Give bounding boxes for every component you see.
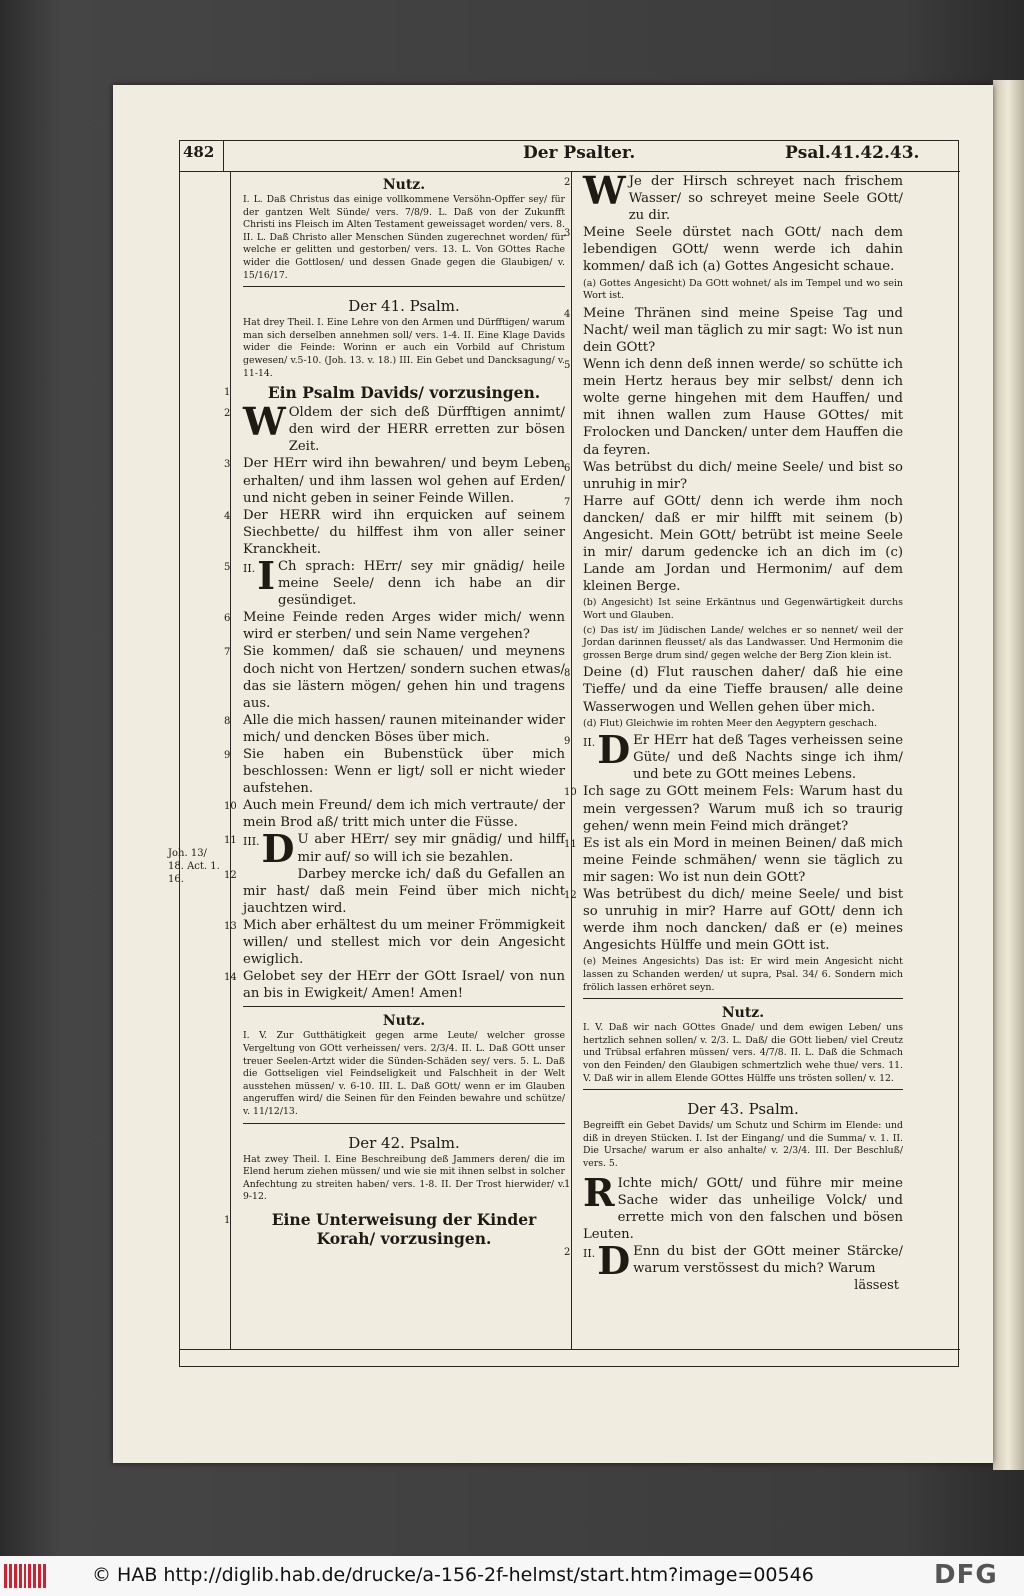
part-marker: II.	[583, 1246, 596, 1260]
verse-text: Es ist als ein Mord in meinen Beinen/ daß mich meine Feinde schmähen/ wenn sie täglich zu mir sagen: Wo ist nun dein GOtt?	[583, 835, 903, 885]
verse-7	[224, 643, 565, 711]
book-spine	[993, 80, 1024, 1470]
verse-number: 4	[224, 510, 231, 522]
footer-bar	[0, 1556, 1024, 1596]
verse-12	[224, 866, 565, 917]
running-reference: Psal.41.42.43.	[785, 143, 920, 163]
verse-number: 8	[224, 715, 231, 727]
psalm-42-summary: Hat zwey Theil. I. Eine Beschreibung deß Jammers deren/ die im Elend herum ziehen müssen/ und wie sie mit ihnen selbst in solcher Anfechtung zu streiten haben/ vers. 1-8. II. Der Trost hierwider/ v. 9-12.	[243, 1153, 565, 1203]
verse-number: 7	[564, 496, 571, 508]
part-marker: II.	[583, 736, 596, 750]
verse-number: 1	[224, 1214, 231, 1226]
drop-capital: W	[243, 399, 286, 445]
verse-text: Meine Feinde reden Arges wider mich/ wenn wird er sterben/ und sein Name vergehen?	[243, 610, 565, 643]
section-rule	[243, 286, 565, 287]
bottom-rule	[179, 1349, 960, 1350]
footnote: (e) Meines Angesichts) Das ist: Er wird mein Angesicht nicht lassen zu Schanden werden/ ut supra, Psal. 34/ 6. Sondern mich frölich lassen erhöret seyn.	[583, 956, 903, 993]
verse-number: 10	[564, 787, 577, 799]
verse-text: Der HErr wird ihn bewahren/ und beym Leben erhalten/ und ihm lassen wol gehen auf Erden/ und nicht geben in seiner Feinde Willen.	[243, 456, 565, 506]
verse-number: 12	[224, 869, 237, 881]
verse-number: 2	[564, 177, 571, 188]
verse-5	[564, 356, 903, 459]
hab-logo-icon	[4, 1564, 46, 1588]
verse-5	[224, 552, 565, 609]
footnote: (d) Flut) Gleichwie im rohten Meer den Aegyptern geschach.	[583, 717, 878, 729]
verse-9	[564, 727, 903, 783]
source-link[interactable]: © HAB http://diglib.hab.de/drucke/a-156-2f-helmst/start.htm?image=00546	[92, 1564, 814, 1586]
verse-number: 10	[224, 801, 237, 813]
column-rule	[571, 172, 572, 1349]
part-marker: III.	[243, 835, 260, 849]
verse-3	[564, 224, 903, 275]
verse-text: Ch sprach: HErr/ sey mir gnädig/ heile meine Seele/ denn ich habe an dir gesündiget.	[277, 558, 565, 609]
drop-capital: W	[583, 168, 626, 213]
section-rule	[243, 1006, 565, 1007]
verse-12	[564, 886, 903, 954]
verse-text: Sie kommen/ daß sie schauen/ und meynens doch nicht von Hertzen/ sondern suchen etwas/ das sie lästern mögen/ gehen hin und tragens aus.	[243, 644, 565, 711]
verse-text: Meine Seele dürstet nach GOtt/ nach dem lebendigen GOtt/ wenn werde ich dahin kommen/ daß ich (a) Gottes Angesicht schaue.	[583, 225, 903, 275]
right-column	[564, 168, 903, 1294]
verse-list	[564, 168, 903, 276]
verse-6	[564, 459, 903, 493]
verse-number: 3	[224, 459, 231, 471]
verse-number: 2	[564, 1246, 571, 1258]
nutz-heading: Nutz.	[382, 177, 426, 193]
verse-text: Er HErr hat deß Tages verheissen seine Güte/ und deß Nachts singe ich ihm/ und bete zu GOtt meines Lebens.	[633, 733, 903, 783]
nutz-heading: Nutz.	[721, 1005, 765, 1022]
verse-list	[564, 664, 903, 715]
verse-number: 6	[564, 462, 571, 474]
verse-text: Gelobet sey der HErr der GOtt Israel/ von nun an bis in Ewigkeit/ Amen! Amen!	[243, 969, 565, 1002]
verse-10	[564, 783, 903, 834]
nutz-heading: Nutz.	[382, 1013, 426, 1030]
section-rule	[583, 1089, 903, 1090]
verse-number: 3	[564, 228, 571, 240]
footnote: (b) Angesicht) Ist seine Erkäntnus und Gegenwärtigkeit durchs Wort und Glauben.	[583, 597, 903, 621]
verse-2	[224, 399, 565, 455]
verse-number: 5	[564, 360, 571, 372]
verse-text: Der HERR wird ihn erquicken auf seinem Siechbette/ du hilffest ihm von aller seiner Kranckheit.	[243, 507, 565, 557]
verse-number: 6	[224, 613, 231, 625]
book-page	[113, 85, 993, 1463]
verse-11	[224, 826, 565, 872]
verse-text: Ich sage zu GOtt meinem Fels: Warum hast du mein vergessen? Warum muß ich so traurig gehen/ wenn mein Feind mich dränget?	[583, 784, 903, 834]
verse-1	[564, 1169, 903, 1243]
part-marker: II.	[243, 561, 256, 575]
page-number-rule	[223, 140, 224, 171]
verse-text: Enn du bist der GOtt meiner Stärcke/ warum verstössest du mich? Warum	[633, 1243, 903, 1276]
header-rule	[179, 171, 960, 172]
left-column	[224, 173, 565, 1248]
verse-text: Sie haben ein Bubenstück über mich beschlossen: Wenn er ligt/ soll er nicht wieder aufstehen.	[243, 747, 565, 797]
verse-text: Oldem der sich deß Dürfftigen annimt/ den wird der HERR erretten zur bösen Zeit.	[288, 405, 565, 455]
verse-number: 4	[564, 308, 571, 320]
psalm-inscription: Ein Psalm Davids/ vorzusingen.	[267, 383, 541, 403]
verse-4	[224, 507, 565, 558]
drop-capital: R	[583, 1169, 615, 1215]
verse-9	[224, 746, 565, 797]
footnote: (a) Gottes Angesicht) Da GOtt wohnet/ als im Tempel und wo sein Wort ist.	[583, 277, 903, 302]
verse-14	[224, 968, 565, 1002]
verse-list	[564, 305, 903, 596]
psalm-41-summary: Hat drey Theil. I. Eine Lehre von den Armen und Dürfftigen/ warum man sich derselben annehmen soll/ vers. 1-4. II. Eine Klage Davids wider die Feinde: Worinn er auch ein Vorbild auf Christum gewesen/ v.5-10. (Joh. 13. v. 18.) III. Ein Gebet und Dancksagung/ v. 11-14.	[243, 317, 565, 379]
verse-text: Wenn ich denn deß innen werde/ so schütte ich mein Hertz heraus bey mir selbst/ denn ich wolte gerne hingehen mit dem Hauffen/ und mit ihnen wallen zum Hause GOttes/ mit Frolocken und Dancken/ unter dem Hauffen die da feyren.	[583, 357, 903, 458]
nutz-text: I. V. Zur Gutthätigkeit gegen arme Leute/ welcher grosse Vergeltung von GOtt verheissen/ vers. 2/3/4. II. L. Daß GOtt unser treuer Seelen-Artzt wider die Sünden-Schäden sey/ vers. 5. L. Daß die Gottseligen viel Feindseligkeit und Falschheit in der Welt ausstehen müssen/ v. 6-10. III. L. Daß GOtt/ wenn er im Glauben angeruffen wird/ die Seinen für den Feinden bewahre und schütze/ v. 11/12/13.	[243, 1030, 565, 1117]
psalm-inscription: Eine Unterweisung der Kinder Korah/ vorzusingen.	[271, 1209, 537, 1248]
section-rule	[583, 998, 903, 999]
drop-capital: D	[597, 1237, 631, 1283]
verse-7	[564, 493, 903, 596]
verse-text: Ichte mich/ GOtt/ und führe mir meine Sache wider das unheilige Volck/ und errette mich von den falschen und bösen Leuten.	[583, 1175, 903, 1242]
verse-list	[224, 399, 565, 1002]
verse-number: 1	[224, 387, 231, 399]
verse-text: Meine Thränen sind meine Speise Tag und Nacht/ weil man täglich zu mir sagt: Wo ist nun dein GOtt?	[583, 305, 903, 355]
verse-number: 2	[224, 408, 231, 420]
page-number: 482	[183, 143, 215, 161]
drop-capital: D	[597, 727, 631, 773]
verse-2	[564, 1237, 903, 1283]
dfg-logo: DFG	[934, 1560, 998, 1590]
running-title: Der Psalter.	[523, 143, 636, 163]
verse-number: 11	[224, 835, 237, 847]
verse-number: 5	[224, 561, 231, 573]
verse-text: Harre auf GOtt/ denn ich werde ihm noch dancken/ daß er mir hilfft mit seinem (b) Angesicht. Mein GOtt/ betrübt ist meine Seele in mir/ darum gedencke ich an dich im (c) Lande am Jordan und Hermonim/ auf dem kleinen Berge.	[583, 493, 903, 595]
verse-13	[224, 917, 565, 968]
psalm-43-summary: Begreifft ein Gebet Davids/ um Schutz und Schirm im Elende: und diß in dreyen Stücken. I. Ist der Eingang/ und die Summa/ v. 1. II. Die Ursache/ warum er also anhalte/ v. 2/3/4. III. Der Beschluß/ vers. 5.	[583, 1120, 903, 1169]
verse-text: Mich aber erhältest du um meiner Frömmigkeit willen/ und stellest mich vor dein Angesicht ewiglich.	[243, 917, 565, 968]
verse-number: 8	[564, 668, 571, 680]
verse-number: 12	[564, 890, 577, 902]
verse-8	[564, 664, 903, 715]
verse-text: Auch mein Freund/ dem ich mich vertraute/ der mein Brod aß/ tritt mich unter die Füsse.	[243, 798, 565, 831]
verse-number: 9	[224, 750, 231, 761]
verse-text: Je der Hirsch schreyet nach frischem Wasser/ so schreyet meine Seele GOtt/ zu dir.	[628, 174, 903, 224]
verse-number: 14	[224, 972, 237, 984]
drop-capital: D	[261, 826, 295, 872]
verse-8	[224, 712, 565, 746]
verse-2	[564, 168, 903, 224]
verse-1-number-row	[224, 380, 565, 404]
verse-text: Was betrübest du dich/ meine Seele/ und bist so unruhig in mir? Harre auf GOtt/ denn ich werde ihm noch dancken/ daß er (e) meines Angesichts Hülffe und mein GOtt ist.	[583, 887, 903, 954]
nutz-text: I. V. Daß wir nach GOttes Gnade/ und dem ewigen Leben/ uns hertzlich sehnen sollen/ v. 2/3. L. Daß/ die GOtt lieben/ viel Creutz und Trübsal erfahren müssen/ vers. 4/7/8. II. L. Daß die Schmach von den Feinden/ den Glaubigen schmertzlich wehe thue/ vers. 11. V. Daß wir in allem Elende GOttes Hülffe uns trösten sollen/ v. 12.	[583, 1022, 903, 1084]
section-rule	[243, 1123, 565, 1124]
nutz-text: I. L. Daß Christus das einige vollkommene Versöhn-Opffer sey/ für der gantzen Welt Sünde/ vers. 7/8/9. L. Daß von der Zukunfft Christi ins Fleisch im Alten Testament geweissaget worden/ vers. 8. II. L. Daß Christo aller Menschen Sünden zugerechnet worden/ für welche er gelitten und gestorben/ vers. 13. L. Von GOttes Rache wider die Gottlosen/ und dessen Gnade gegen die Glaubigen/ v. 15/16/17.	[243, 194, 565, 281]
verse-11	[564, 835, 903, 886]
drop-capital: I	[257, 552, 275, 598]
verse-number: 13	[224, 920, 237, 932]
psalm-43-heading: Der 43. Psalm.	[687, 1100, 799, 1119]
verse-number: 9	[564, 736, 571, 748]
verse-4	[564, 305, 903, 356]
verse-list	[564, 1169, 903, 1283]
margin-cross-reference: Joh. 13/ 18. Act. 1. 16.	[168, 848, 220, 885]
verse-number: 11	[564, 838, 577, 850]
psalm-42-heading: Der 42. Psalm.	[348, 1133, 460, 1152]
verse-text: Deine (d) Flut rauschen daher/ daß hie eine Tieffe/ und da eine Tieffe brausen/ alle deine Wasserwogen und Wellen gehen über mich.	[583, 665, 903, 715]
verse-number: 7	[224, 647, 231, 659]
verse-number: 1	[564, 1178, 571, 1190]
verse-text: Was betrübst du dich/ meine Seele/ und bist so unruhig in mir?	[583, 459, 903, 492]
verse-text: Darbey mercke ich/ daß du Gefallen an mir hast/ daß mein Feind über mich nicht jauchtzen wird.	[243, 866, 565, 916]
verse-list	[564, 727, 903, 954]
psalm-41-heading: Der 41. Psalm.	[348, 297, 460, 316]
psalm-42-inscription-row	[224, 1204, 565, 1248]
verse-text: U aber HErr/ sey mir gnädig/ und hilff mir auf/ so will ich sie bezahlen.	[297, 832, 565, 865]
verse-6	[224, 609, 565, 643]
verse-text: Alle die mich hassen/ raunen miteinander wider mich/ und dencken Böses über mich.	[243, 712, 565, 745]
catchword: lässest	[854, 1278, 899, 1294]
footnote: (c) Das ist/ im Jüdischen Lande/ welches er so nennet/ weil der Jordan darinnen fleusset/ als das Landwasser. Und Hermonim die grossen Berge drum sind/ gegen welche der Berg Zion klein ist.	[583, 624, 903, 661]
verse-3	[224, 455, 565, 506]
